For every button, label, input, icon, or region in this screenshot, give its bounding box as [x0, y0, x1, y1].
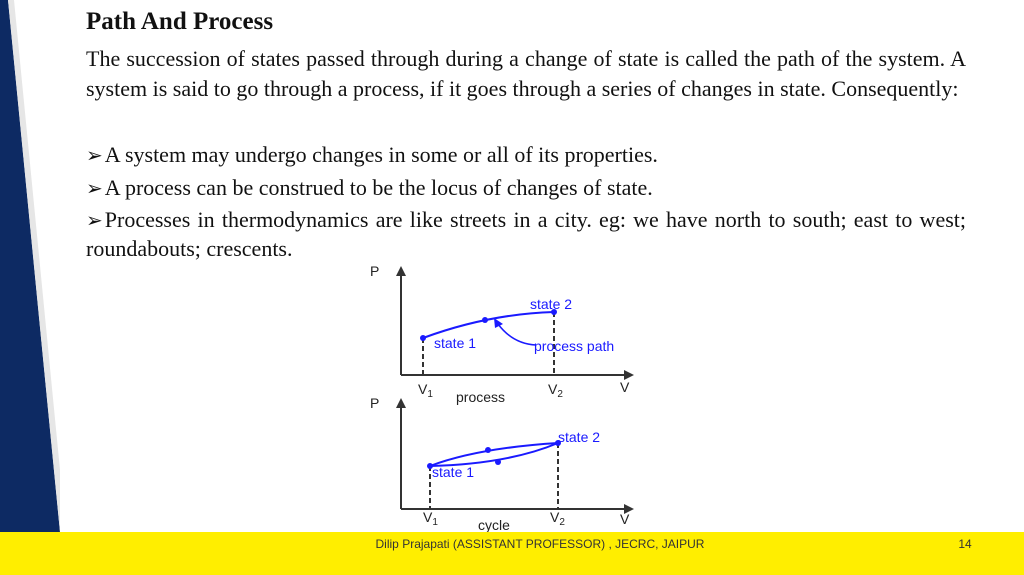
bullet-item	[86, 141, 966, 170]
bullet-item	[86, 174, 966, 203]
state1-label: state 1	[434, 335, 477, 351]
state1-label: state 1	[432, 464, 475, 480]
footer-credit: Dilip Prajapati (ASSISTANT PROFESSOR) , JECRC, JAIPUR	[375, 537, 705, 551]
bullet-text: Processes in thermodynamics are like streets in a city. eg: we have north to south; east to west; roundabouts; crescents.	[86, 207, 966, 261]
process-caption: process	[456, 389, 506, 405]
bullet-text: A system may undergo changes in some or all of its properties.	[104, 142, 658, 167]
axis-p-label: P	[370, 395, 380, 411]
state2-label: state 2	[558, 429, 601, 445]
process-path-label: process path	[534, 338, 615, 354]
arrow-bullet-icon: ➢	[86, 145, 103, 167]
left-decor-band	[0, 0, 60, 575]
axis-p-label: P	[370, 263, 380, 279]
bullet-text: A process can be construed to be the locus of changes of state.	[104, 175, 653, 200]
v2-label: $V_2$	[550, 509, 565, 528]
pv-diagram	[368, 262, 668, 532]
bullet-item	[86, 206, 966, 263]
axis-v-label: V	[620, 379, 630, 395]
page-number: 14	[958, 537, 972, 551]
axis-v-label: V	[620, 511, 630, 527]
arrow-bullet-icon: ➢	[86, 210, 103, 232]
v1-label: $V_1$	[423, 509, 438, 528]
cycle-caption: cycle	[478, 517, 510, 532]
intro-paragraph: The succession of states passed through during a change of state is called the path of the system. A system is said to go through a process, if it goes through a series of changes in state. Consequently:	[86, 46, 966, 101]
arrow-bullet-icon: ➢	[86, 178, 103, 200]
v1-label: $V_1$	[418, 381, 433, 400]
state2-label: state 2	[530, 296, 573, 312]
slide-title: Path And Process	[86, 8, 274, 35]
v2-label: $V_2$	[548, 381, 563, 400]
